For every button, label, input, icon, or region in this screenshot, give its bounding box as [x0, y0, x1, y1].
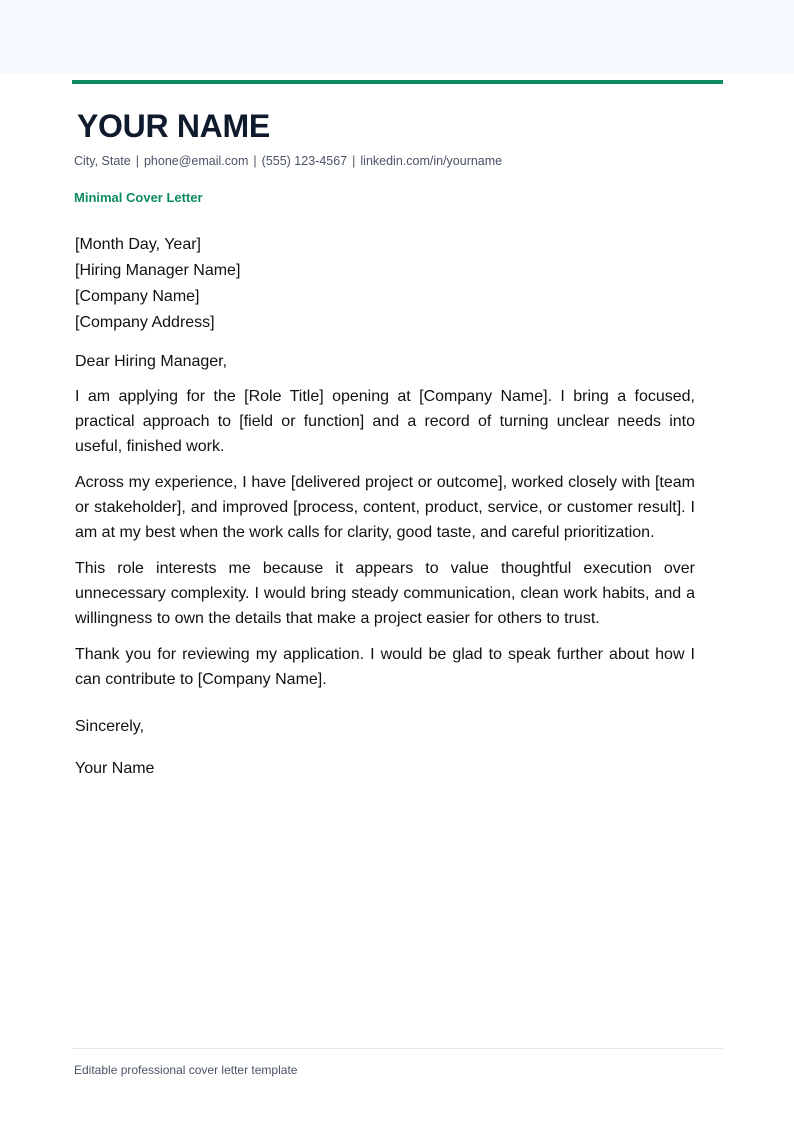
- hiring-manager-name: [Hiring Manager Name]: [75, 262, 241, 279]
- accent-rule: [72, 80, 723, 84]
- cover-letter-page: [72, 80, 723, 782]
- document-label: Minimal Cover Letter: [74, 190, 203, 205]
- body-paragraph-1: I am applying for the [Role Title] opening at [Company Name]. I bring a focused, practical approach to [field or function] and a record of turning unclear needs into useful, finished work.: [75, 388, 695, 455]
- closing: Sincerely,: [75, 718, 145, 735]
- applicant-name: YOUR NAME: [77, 108, 270, 144]
- contact-separator: |: [253, 154, 257, 168]
- footer-note: Editable professional cover letter template: [74, 1063, 298, 1077]
- contact-separator: |: [135, 154, 139, 168]
- body-paragraph-4: Thank you for reviewing my application. I would be glad to speak further about how I can contribute to [Company Name].: [75, 646, 695, 688]
- contact-separator: |: [352, 154, 356, 168]
- contact-line: [74, 152, 723, 170]
- company-address: [Company Address]: [75, 314, 215, 331]
- footer-divider: [72, 1048, 723, 1049]
- body-paragraph-2: Across my experience, I have [delivered project or outcome], worked closely with [team or stakeholder], and improved [process, content, product, service, or customer result]. I am at my best when the work calls for clarity, good taste, and careful prioritization.: [75, 474, 695, 541]
- contact-location: City, State: [74, 154, 131, 168]
- signature-name: Your Name: [75, 760, 155, 777]
- letter-body: [75, 232, 695, 782]
- contact-phone: (555) 123-4567: [261, 154, 348, 168]
- contact-email: phone@email.com: [143, 154, 249, 168]
- recipient-address: [75, 232, 695, 336]
- top-band: [0, 0, 794, 73]
- body-paragraph-3: This role interests me because it appears to value thoughtful execution over unnecessary complexity. I would bring steady communication, clean work habits, and a willingness to own the details that make a project easier for others to trust.: [75, 560, 695, 627]
- contact-linkedin: linkedin.com/in/yourname: [360, 154, 503, 168]
- letter-date: [Month Day, Year]: [75, 236, 201, 253]
- salutation: Dear Hiring Manager,: [75, 353, 228, 370]
- company-name: [Company Name]: [75, 288, 200, 305]
